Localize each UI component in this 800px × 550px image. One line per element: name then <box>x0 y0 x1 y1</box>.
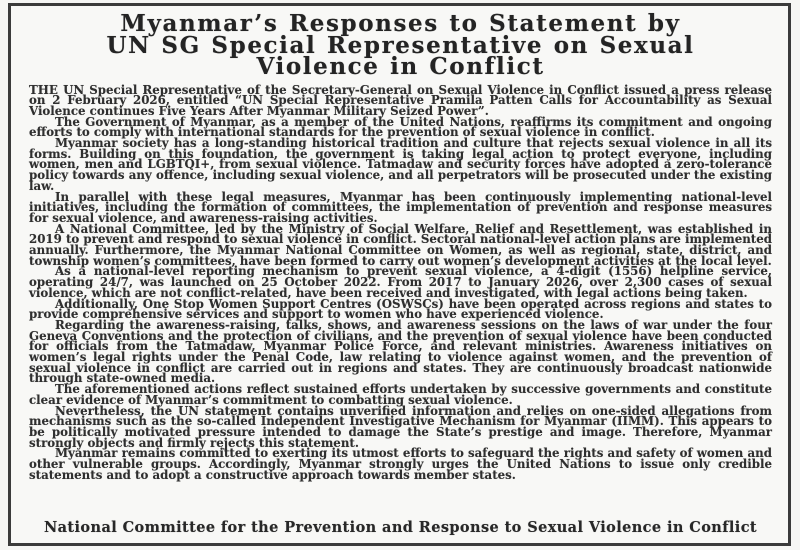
article-frame <box>8 3 791 546</box>
article-body <box>29 82 772 482</box>
article-paragraph: Nevertheless, the UN statement contains unverified information and relies on one-sided allegations from mechanisms such as the so-called Independent Investigative Mechanism for Myanmar (IIMM). This appears to be politically motivated pressure intended to damage the State’s prestige and image. Therefore, Myanmar strongly objects and firmly rejects this statement. <box>29 403 772 450</box>
signature-line: National Committee for the Prevention and Response to Sexual Violence in Conflict <box>43 519 758 536</box>
article-paragraph: Myanmar society has a long-standing historical tradition and culture that rejects sexual violence in all its forms. Building on this foundation, the government is taking legal action to protect everyone, including women, men and LGBTQI+, from sexual violence. Tatmadaw and security forces have adopted a zero-tolerance policy towards any offence, including sexual violence, and all perpetrators will be prosecuted under the existing law. <box>29 136 772 193</box>
article-paragraph: As a national-level reporting mechanism to prevent sexual violence, a 4-digit (1556) helpline service, operating 24/7, was launched on 25 October 2022. From 2017 to January 2026, over 2,300 cases of sexual violence, which are not conflict-related, have been received and investigated, with legal actions being taken. <box>29 264 772 300</box>
title-line: Myanmar’s Responses to Statement by <box>120 10 681 37</box>
title-line: Violence in Conflict <box>256 53 545 80</box>
article-paragraph: Additionally, One Stop Women Support Centres (OSWSCs) have been operated across regions and states to provide comprehensive services and support to women who have experienced violence. <box>29 296 772 322</box>
title-line: UN SG Special Representative on Sexual <box>106 31 695 59</box>
article-paragraph: Regarding the awareness-raising, talks, shows, and awareness sessions on the laws of war under the four Geneva Conventions and the protection of civilians, and the prevention of sexual violence have been conducted for officials from the Tatmadaw, Myanmar Police Force, and relevant ministries. Awareness initiatives on women’s legal rights under the Penal Code, law relating to violence against women, and the prevention of sexual violence in conflict are carried out in regions and states. They are continuously broadcast nationwide through state-owned media. <box>29 317 772 386</box>
article-paragraph: The Government of Myanmar, as a member of the United Nations, reaffirms its commitment and ongoing efforts to comply with international standards for the prevention of sexual violence in conflict. <box>29 114 772 140</box>
article-title <box>29 10 772 80</box>
article-paragraph: In parallel with these legal measures, Myanmar has been continuously implementing national-level initiatives, including the formation of committees, the implementation of prevention and response measures for sexual violence, and awareness-raising activities. <box>29 189 772 225</box>
article-paragraph: THE UN Special Representative of the Secretary-General on Sexual Violence in Conflict issued a press release on 2 February 2026, entitled “UN Special Representative Pramila Patten Calls for Accountability as Sexual Violence continues Five Years After Myanmar Military Seized Power”. <box>29 82 772 118</box>
article-paragraph: Myanmar remains committed to exerting its utmost efforts to safeguard the rights and safety of women and other vulnerable groups. Accordingly, Myanmar strongly urges the United Nations to issue only credible statements and to adopt a constructive approach towards member states. <box>29 446 772 482</box>
article-paragraph: The aforementioned actions reflect sustained efforts undertaken by successive governments and constitute clear evidence of Myanmar’s commitment to combatting sexual violence. <box>29 382 772 407</box>
article-paragraph: A National Committee, led by the Ministry of Social Welfare, Relief and Resettlement, was established in 2019 to prevent and respond to sexual violence in conflict. Sectoral national-level action plans are implemented annually. Furthermore, the Myanmar National Committee on Women, as well as regional, state, district, and township women’s committees, have been formed to carry out women’s development activities at the local level. <box>29 221 772 268</box>
